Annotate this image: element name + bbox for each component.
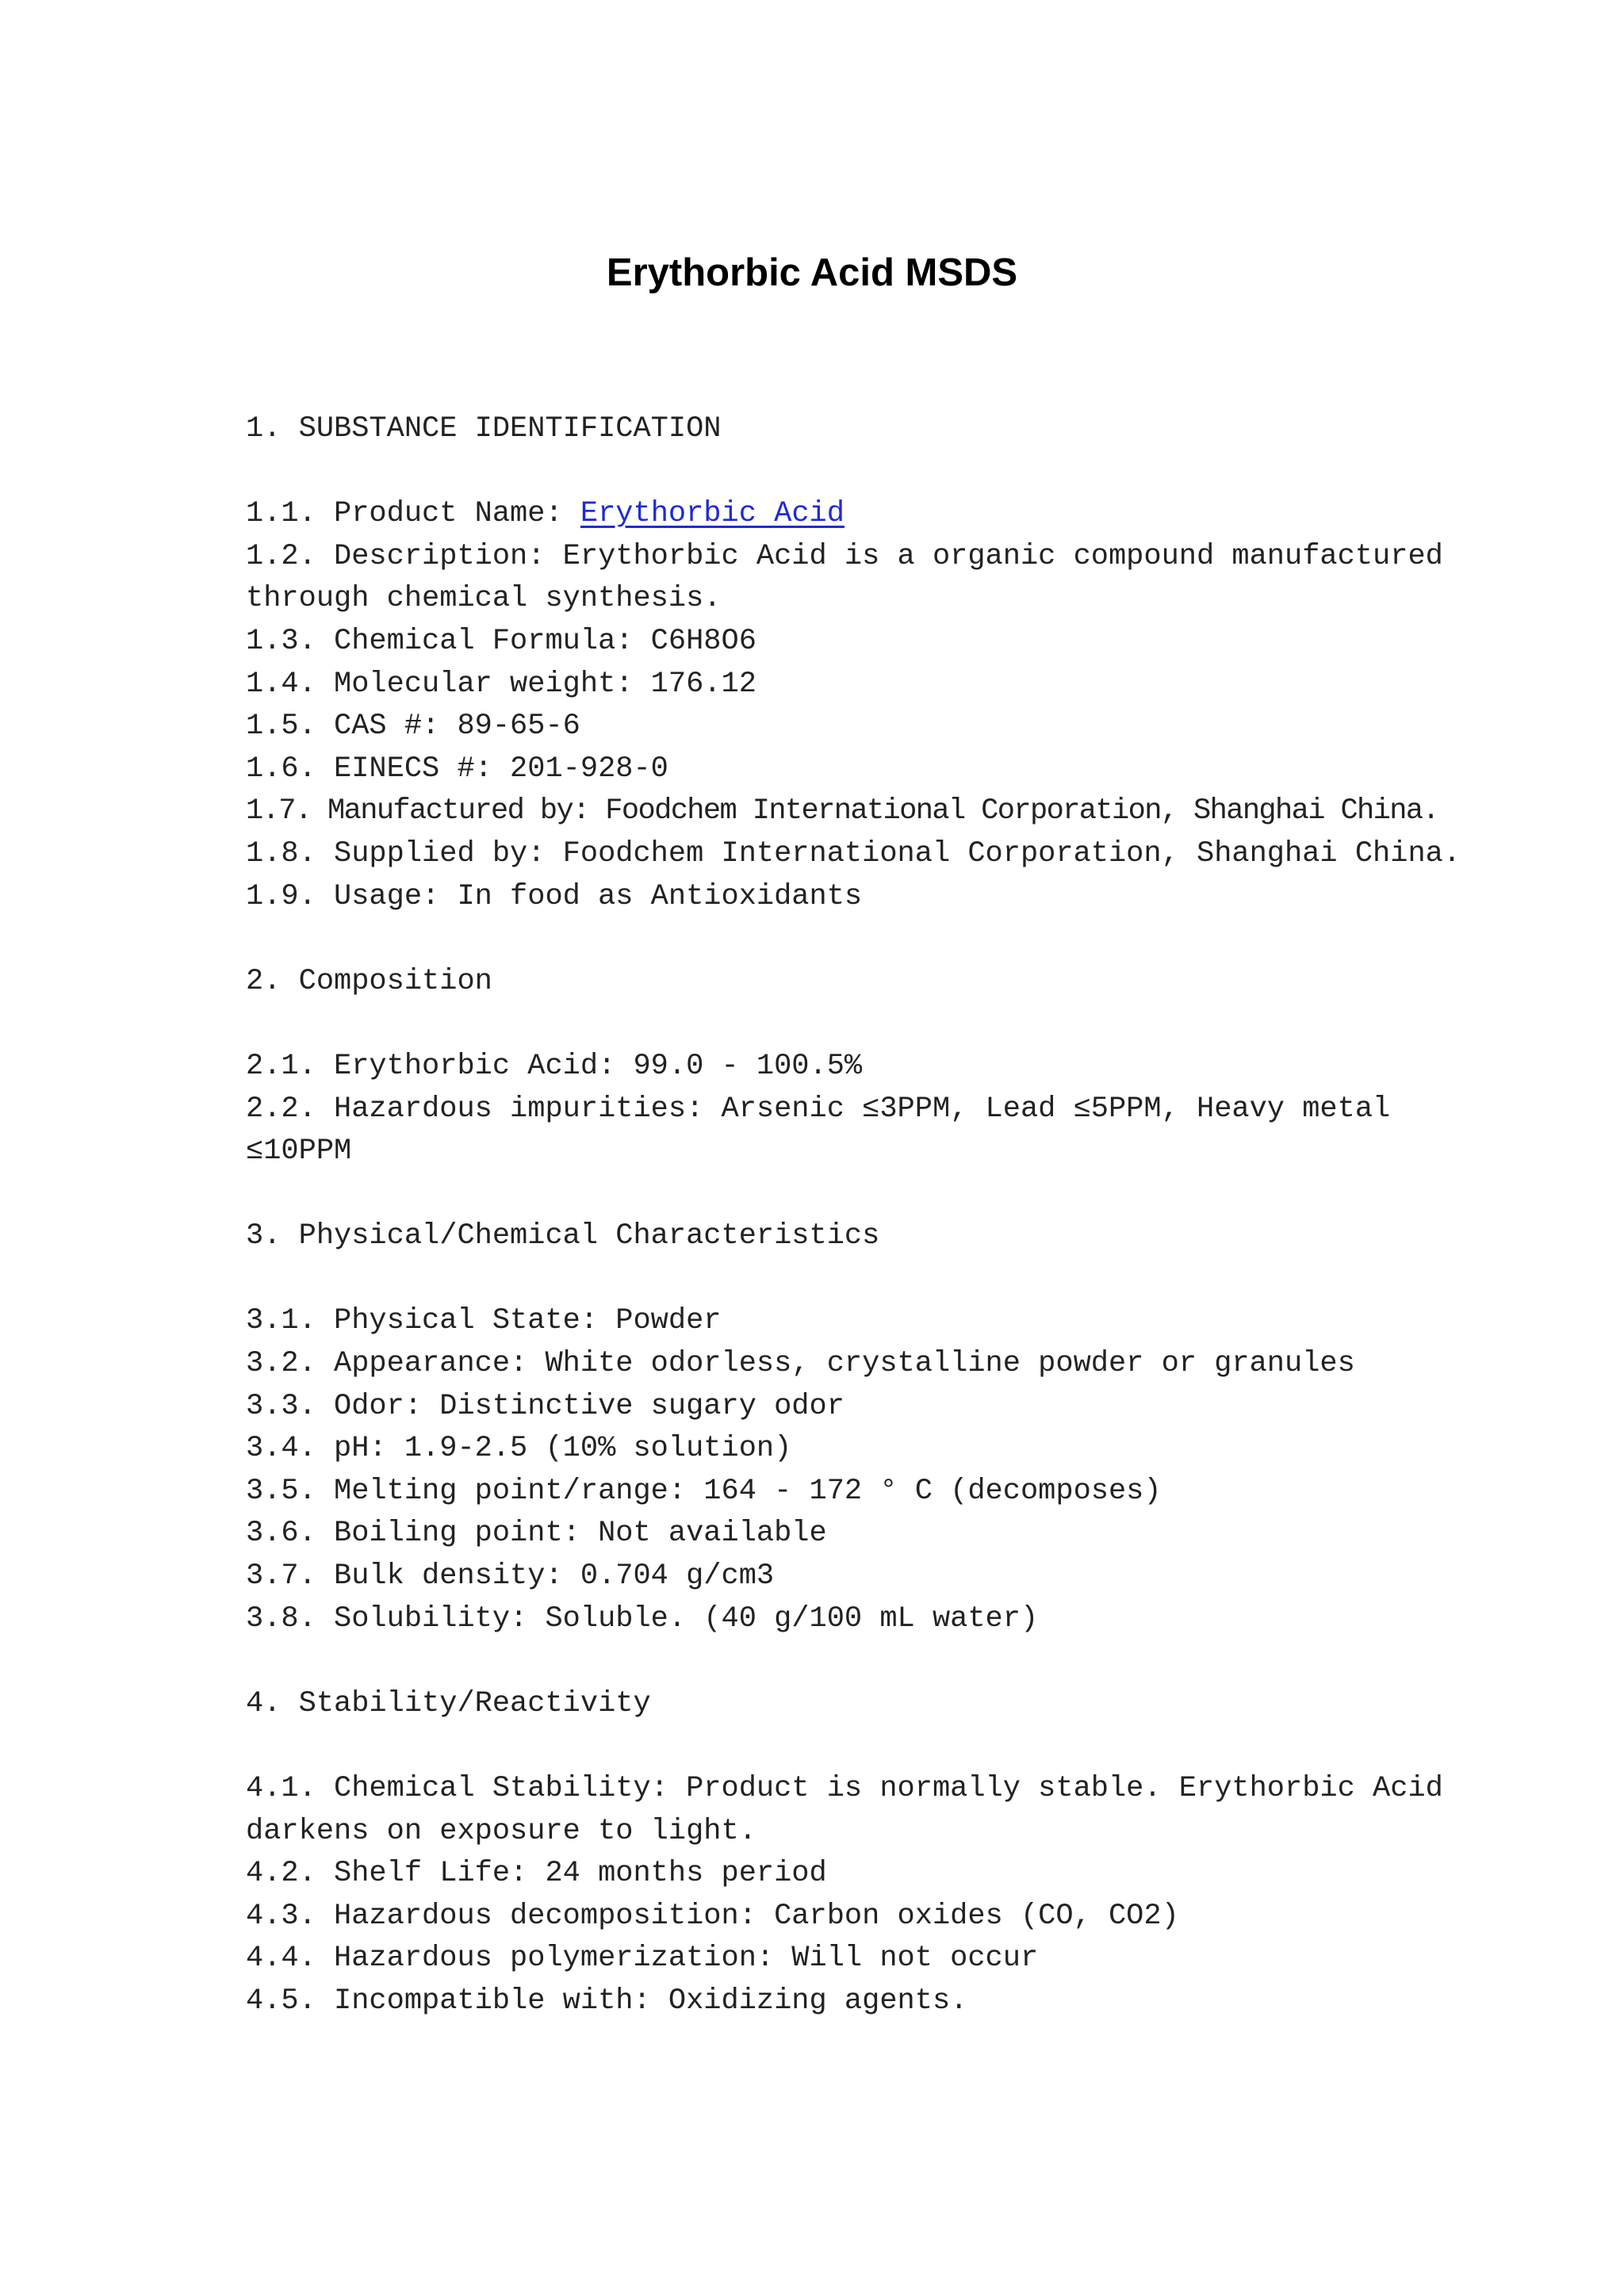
list-item: 1.7. Manufactured by: Foodchem International Corporation, Shanghai China. <box>246 794 1439 828</box>
section-heading: 2. Composition <box>246 964 492 998</box>
list-item: 2.1. Erythorbic Acid: 99.0 - 100.5% <box>246 1049 863 1083</box>
document-body <box>246 408 1461 2023</box>
item-label: 1.1. Product Name: <box>246 497 580 531</box>
list-item: 4.4. Hazardous polymerization: Will not occur <box>246 1942 1039 1976</box>
document-title: Erythorbic Acid MSDS <box>606 251 1018 294</box>
list-item: 3.7. Bulk density: 0.704 g/cm3 <box>246 1559 775 1594</box>
list-item: 4.5. Incompatible with: Oxidizing agents. <box>246 1984 968 2018</box>
list-item: 3.6. Boiling point: Not available <box>246 1517 827 1551</box>
list-item: 1.5. CAS #: 89-65-6 <box>246 710 580 744</box>
spacer <box>246 1640 1404 1683</box>
list-item: 2.2. Hazardous impurities: Arsenic ≤3PPM, Lead ≤5PPM, Heavy metal <box>246 1092 1391 1126</box>
list-item: 4.3. Hazardous decomposition: Carbon oxides (CO, CO2) <box>246 1899 1179 1933</box>
section-heading: 4. Stability/Reactivity <box>246 1686 651 1720</box>
spacer <box>246 451 1404 494</box>
spacer <box>246 1258 1404 1301</box>
list-item: 3.8. Solubility: Soluble. (40 g/100 mL water) <box>246 1601 1039 1636</box>
spacer <box>246 1173 1404 1216</box>
product-name-link[interactable]: Erythorbic Acid <box>580 497 845 531</box>
list-item: 1.2. Description: Erythorbic Acid is a organic compound manufactured <box>246 539 1443 573</box>
list-item: through chemical synthesis. <box>246 582 722 616</box>
list-item: 3.2. Appearance: White odorless, crystalline powder or granules <box>246 1347 1355 1381</box>
section-heading: 1. SUBSTANCE IDENTIFICATION <box>246 412 722 446</box>
section-heading: 3. Physical/Chemical Characteristics <box>246 1219 880 1253</box>
list-item: 3.1. Physical State: Powder <box>246 1304 722 1338</box>
list-item <box>246 493 1404 536</box>
list-item: 4.2. Shelf Life: 24 months period <box>246 1857 827 1891</box>
list-item: 4.1. Chemical Stability: Product is normally stable. Erythorbic Acid <box>246 1772 1443 1805</box>
spacer <box>246 918 1404 961</box>
list-item: ≤10PPM <box>246 1135 352 1169</box>
list-item: 1.4. Molecular weight: 176.12 <box>246 667 756 701</box>
spacer <box>246 1725 1404 1768</box>
spacer <box>246 1003 1404 1046</box>
list-item: 3.5. Melting point/range: 164 - 172 ° C (decomposes) <box>246 1474 1162 1508</box>
list-item: darkens on exposure to light. <box>246 1814 756 1848</box>
list-item: 3.4. pH: 1.9-2.5 (10% solution) <box>246 1432 792 1466</box>
list-item: 3.3. Odor: Distinctive sugary odor <box>246 1389 845 1423</box>
list-item: 1.6. EINECS #: 201-928-0 <box>246 752 668 786</box>
list-item: 1.3. Chemical Formula: C6H8O6 <box>246 624 756 658</box>
list-item: 1.9. Usage: In food as Antioxidants <box>246 879 863 913</box>
list-item: 1.8. Supplied by: Foodchem International Corporation, Shanghai China. <box>246 836 1461 871</box>
